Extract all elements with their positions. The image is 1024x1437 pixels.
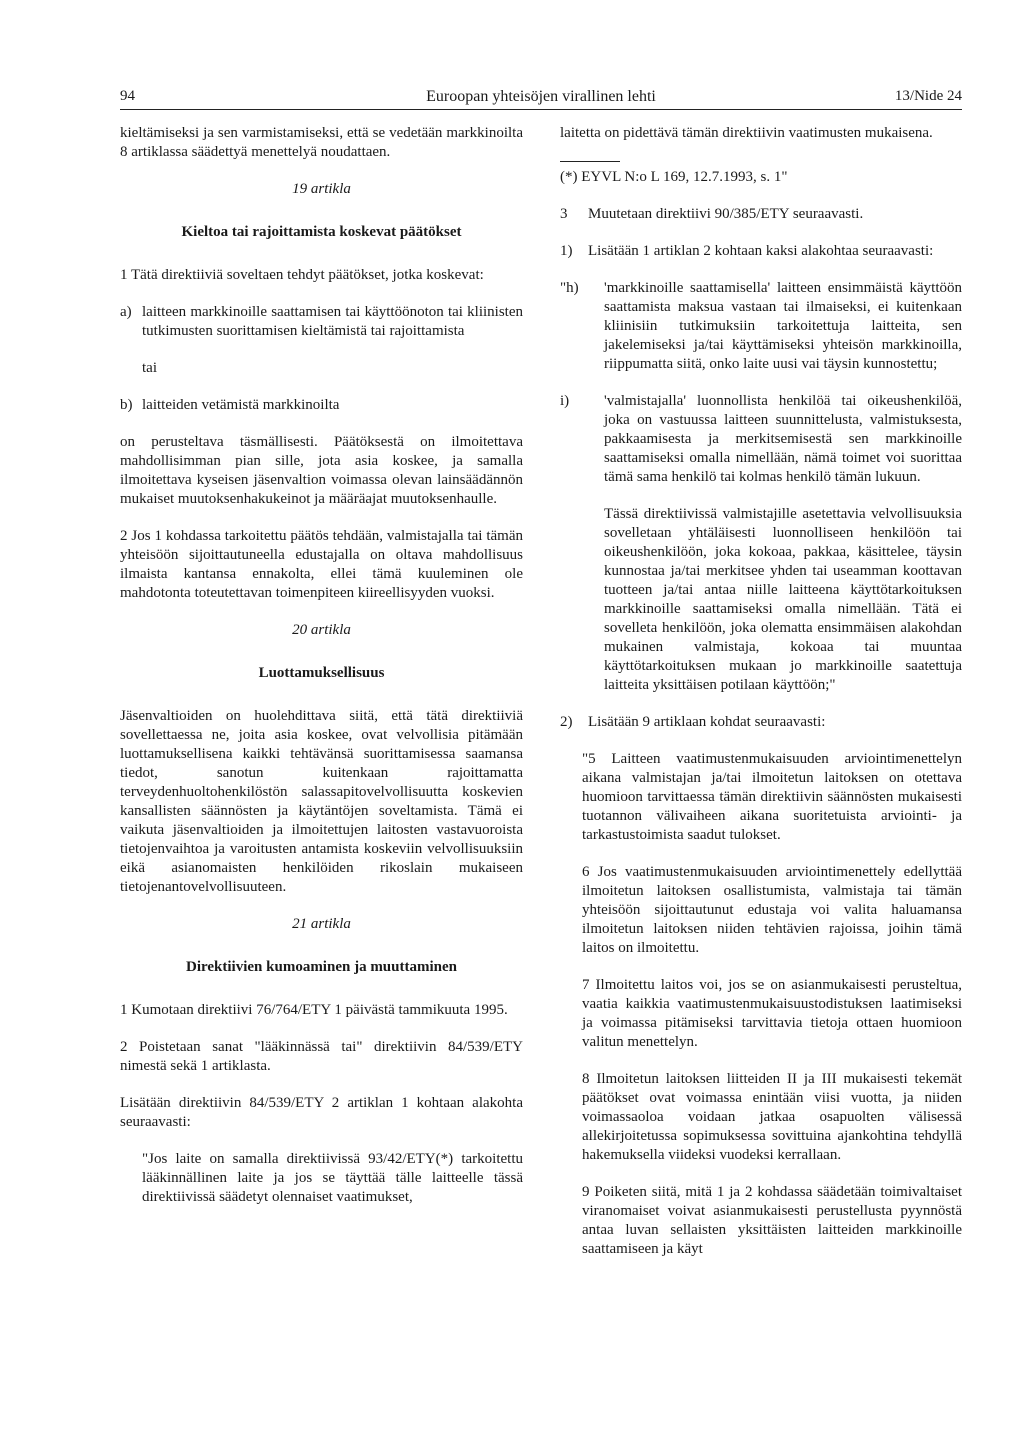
volume-label: 13/Nide 24 [894, 88, 962, 104]
subitem-label: "h) [560, 280, 579, 296]
article-21-paragraph-2: 2 Poistetaan sanat "lääkinnässä tai" direktiivin 84/539/ETY nimestä sekä 1 artiklasta. [120, 1039, 523, 1074]
item-text: Lisätään 1 artiklan 2 kohtaan kaksi alakohtaa seuraavasti: [588, 243, 934, 259]
article-20-number: 20 artikla [292, 622, 351, 638]
left-column [120, 124, 523, 1225]
item-label: 2) [560, 714, 573, 730]
article-19-paragraph-2: on perusteltava täsmällisesti. Päätöksestä on ilmoitettava mahdollisimman pian sille, jota asia koskee, ja samalla ilmoitettava kyseisen jäsenvaltion voimassa olevan lainsäädännön mukaiset muutoksenhakukeinot ja määräajat muutoksenhaulle. [120, 434, 523, 507]
quoted-paragraph-6: 6 Jos vaatimustenmukaisuuden arviointimenettely edellyttää ilmoitetun laitoksen osallistumista, valmistaja tai tämän yhteisöön sijoittautunut edustaja voi valita haluamansa ilmoitetun laitoksen niiden tehtävien rajoissa, joihin tämä laitos on ilmoitettu. [582, 864, 962, 956]
subitem-text: Tässä direktiivissä valmistajille asetettavia velvollisuuksia sovelletaan yhtäläisesti luonnolliseen henkilöön tai oikeushenkilöön, joka kokoaa, pakkaa, käsittelee, täysin kunnostaa ja/tai merkitsee yhden tai useamman koottavan tuotteen ja/tai antaa niille laitteena käyttötarkoituksen markkinoille saattamiseksi omalla nimellään. Tätä ei sovelleta henkilöön, joka olematta ensimmäisen alakohdan mukainen valmistaja, kokoaa tai muuntaa käyttötarkoituksen mukaan jo markkinoille saatettuja laitteita yksittäisen potilaan käyttöön;" [604, 506, 962, 693]
footnote-divider [560, 161, 620, 162]
item-label: b) [120, 397, 133, 413]
quoted-paragraph-7: 7 Ilmoitettu laitos voi, jos se on asianmukaisesti perusteltua, vaatia kaikkia vaatimustenmukaisuustodistuksen laatimiseksi ja voimassa pitämiseksi tarvittavia tietoja ottaen huomioon valitun menettelyn. [582, 977, 962, 1050]
article-19-tai: tai [142, 360, 157, 376]
quoted-paragraph-8: 8 Ilmoitetun laitoksen liitteiden II ja III mukaisesti tekemät päätökset ovat voimassa enintään viisi vuotta, ja niiden voimassaoloa voidaan jatkaa osapuolten välisessä allekirjoitetussa sopimuksessa sovittuina ajankohtina tehdyllä hakemuksella viideksi vuodeksi kerrallaan. [582, 1071, 962, 1163]
paragraph-text: Muutetaan direktiivi 90/385/ETY seuraavasti. [588, 206, 864, 222]
quoted-paragraph-9: 9 Poiketen siitä, mitä 1 ja 2 kohdassa säädetään toimivaltaiset viranomaiset voivat asianmukaisesti perustellusta pyynnöstä antaa luvan sellaisten yksittäisten laitteiden markkinoille saattamiseen ja käyt [582, 1184, 962, 1257]
item-1 [560, 242, 962, 261]
footnote: (*) EYVL N:o L 169, 12.7.1993, s. 1" [560, 169, 788, 185]
article-21-number: 21 artikla [292, 916, 351, 932]
quoted-paragraph-5: "5 Laitteen vaatimustenmukaisuuden arviointimenettelyn aikana valmistajan ja/tai ilmoitetun laitoksen on otettava huomioon tarvittaessa tämän direktiivin säännösten mukaisesti tuotannon välivaiheen aikana suoritetuista arviointi- ja tarkastustoimista saadut tulokset. [582, 751, 962, 843]
paragraph-number: 3 [560, 206, 568, 222]
subitem-i-continued [560, 505, 962, 695]
item-2 [560, 713, 962, 732]
item-label: 1) [560, 243, 573, 259]
item-text: laitteiden vetämistä markkinoilta [142, 397, 340, 413]
article-19-item-a [120, 303, 523, 341]
article-21-paragraph-1: 1 Kumotaan direktiivi 76/764/ETY 1 päivästä tammikuuta 1995. [120, 1002, 508, 1018]
paragraph-3 [560, 205, 962, 224]
article-19-item-b [120, 396, 523, 415]
page-number: 94 [120, 88, 135, 104]
subitem-text: 'markkinoille saattamisella' laitteen ensimmäistä käyttöön saattamista maksua vastaan tai ilmaiseksi, ei kuitenkaan kliinisiin tutkimuksiin tarkoitettuja laitteita, sen jakelemiseksi ja/tai käyttämiseksi yhteisön markkinoilla, riippumatta siitä, onko laite uusi vai täysin kunnostettu; [604, 280, 962, 372]
item-text: Lisätään 9 artiklaan kohdat seuraavasti: [588, 714, 826, 730]
page-header [120, 83, 962, 110]
subitem-text: 'valmistajalla' luonnollista henkilöä tai oikeushenkilöä, joka on vastuussa laitteen suunnittelusta, valmistuksesta, pakkaamisesta ja merkitsemisestä sen markkinoille saattamiseksi omalla nimellään, nämä toimet voi suorittaa tämä sama henkilö tai kolmas henkilö tämän lukuun. [604, 393, 962, 485]
intro-paragraph: kieltämiseksi ja sen varmistamiseksi, että se vedetään markkinoilta 8 artiklassa säädettyä menettelyä noudattaen. [120, 125, 523, 160]
article-21-paragraph-3: Lisätään direktiivin 84/539/ETY 2 artiklan 1 kohtaan alakohta seuraavasti: [120, 1095, 523, 1130]
article-19-paragraph-3: 2 Jos 1 kohdassa tarkoitettu päätös tehdään, valmistajalla tai tämän yhteisöön sijoittautuneella edustajalla on oltava mahdollisuus ilmaista kantansa ennakolta, ellei tämä kuuleminen ole mahdotonta toteutettavan toimenpiteen kiireellisyyden vuoksi. [120, 528, 523, 601]
right-column [560, 124, 962, 1277]
article-19-title: Kieltoa tai rajoittamista koskevat päätökset [181, 224, 462, 240]
subitem-h [560, 279, 962, 374]
journal-title: Euroopan yhteisöjen virallinen lehti [426, 88, 656, 105]
subitem-i [560, 392, 962, 487]
item-text: laitteen markkinoille saattamisen tai käyttöönoton tai kliinisten tutkimusten suorittamisen kieltämistä tai rajoittamista [142, 304, 523, 339]
article-21-quote: "Jos laite on samalla direktiivissä 93/42/ETY(*) tarkoitettu lääkinnällinen laite ja jos se täyttää tälle laitteelle tässä direktiivissä säädetyt olennaiset vaatimukset, [142, 1151, 523, 1205]
article-19-paragraph-1: 1 Tätä direktiiviä soveltaen tehdyt päätökset, jotka koskevat: [120, 267, 484, 283]
article-20-paragraph-1: Jäsenvaltioiden on huolehdittava siitä, että tätä direktiiviä sovellettaessa ne, joita asia koskee, ovat velvollisia pitämään luottamuksellisena kaikki tehtävänsä suorittamisessa saamansa tiedot, sanotun kuitenkaan rajoittamatta terveydenhuoltohenkilöstön salassapitovelvollisuutta koskevien kansallisten säännösten ja käytäntöjen soveltamista. Tämä ei vaikuta jäsenvaltioiden ja ilmoitettujen laitosten vastavuoroista tietojenvaihtoa ja varoitusten antamista koskeviin velvollisuuksiin eikä asianomaisten henkilöiden rikoslain mukaiseen tietojenantovelvollisuuteen. [120, 708, 523, 895]
article-20-title: Luottamuksellisuus [258, 665, 385, 681]
item-label: a) [120, 304, 132, 320]
article-19-number: 19 artikla [292, 181, 351, 197]
subitem-label: i) [560, 393, 570, 409]
article-21-title: Direktiivien kumoaminen ja muuttaminen [186, 959, 457, 975]
continuation-paragraph: laitetta on pidettävä tämän direktiivin vaatimusten mukaisena. [560, 125, 933, 141]
